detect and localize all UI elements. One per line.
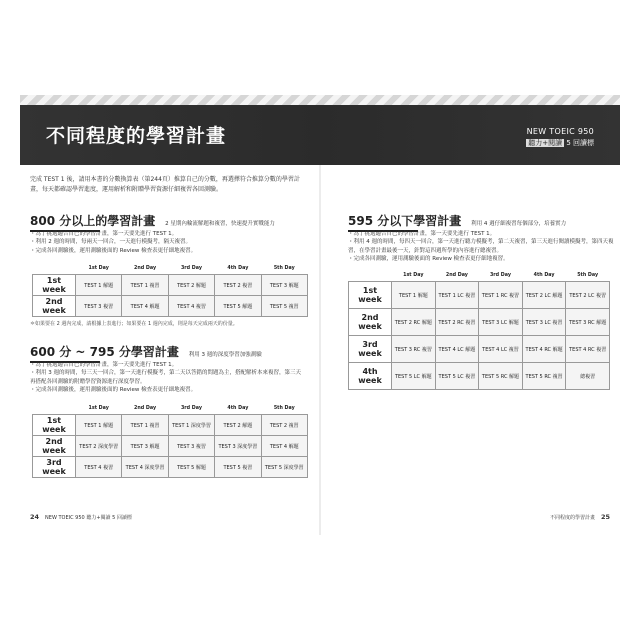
plan-cell: TEST 5 複習 <box>215 457 261 478</box>
plan-cell: TEST 4 LC 複習 <box>479 336 523 363</box>
brand-highlight: 聽力+閱讀 <box>528 139 563 147</box>
plan-cell: TEST 5 LC 複習 <box>435 363 479 390</box>
plan-cell: TEST 1 LC 複習 <box>435 282 479 309</box>
brand-line2 <box>526 138 594 148</box>
plan-cell: TEST 4 RC 解題 <box>522 336 566 363</box>
week-label: 3rd week <box>349 336 392 363</box>
day-header: 5th Day <box>273 266 295 271</box>
section-595-bullets <box>348 230 614 264</box>
bullet-item: ・完成各回測驗後，運用測驗後面的 Review 檢查表更仔細地複習。 <box>30 247 197 254</box>
brand-label <box>526 127 594 148</box>
plan-cell: TEST 5 LC 解題 <box>392 363 436 390</box>
week-label: 1st week <box>349 282 392 309</box>
plan-cell: TEST 2 LC 解題 <box>522 282 566 309</box>
day-header: 2nd Day <box>134 266 157 271</box>
day-header: 3rd Day <box>180 406 202 411</box>
day-header: 4th Day <box>227 406 249 411</box>
plan-cell: TEST 2 解題 <box>168 275 214 296</box>
bullet-item: ・完成各回測驗後，運用測驗後面的 Review 檢查表更仔細地複習。 <box>30 387 197 394</box>
day-header: 5th Day <box>577 273 599 278</box>
day-header: 1st Day <box>403 273 424 278</box>
week-label: 2nd week <box>33 296 76 317</box>
plan-cell: TEST 3 複習 <box>168 436 214 457</box>
page-header-banner <box>20 105 620 165</box>
plan-cell: 總複習 <box>566 363 610 390</box>
plan-cell: TEST 2 複習 <box>215 275 261 296</box>
section-800-note: ＊如果要在 2 週內完成，請根據上表進行；如果要在 1 週內完成，則是每天完成兩天的份量。 <box>30 321 238 327</box>
corner-cell <box>33 403 76 415</box>
plan-cell: TEST 3 深度學習 <box>215 436 261 457</box>
plan-cell: TEST 3 複習 <box>76 296 122 317</box>
week-label: 2nd week <box>33 436 76 457</box>
table-row <box>349 309 610 336</box>
plan-cell: TEST 5 複習 <box>261 296 307 317</box>
section-title-595 <box>348 212 566 229</box>
plan-cell: TEST 2 解題 <box>215 415 261 436</box>
table-row <box>33 436 308 457</box>
section-595-subtitle: 利用 4 週仔細複習每個部分，培養實力 <box>471 221 567 227</box>
bullet-item: 再搭配各回測驗的附贈學習資源進行深度學習。 <box>30 378 146 385</box>
plan-cell: TEST 3 解題 <box>122 436 168 457</box>
plan-cell: TEST 3 RC 複習 <box>392 336 436 363</box>
plan-cell: TEST 4 LC 解題 <box>435 336 479 363</box>
plan-cell: TEST 4 RC 複習 <box>566 336 610 363</box>
bullet-item: ・利用 4 週的時間，每四天一回合，第一天進行聽力模擬考，第二天複習，第三天進行閱讀模擬考，第四天複 <box>348 239 614 246</box>
plan-cell: TEST 3 LC 解題 <box>479 309 523 336</box>
section-title-600 <box>30 343 262 360</box>
plan-cell: TEST 1 解題 <box>392 282 436 309</box>
plan-cell: TEST 5 深度學習 <box>261 457 307 478</box>
bullet-item: 習，在學習計畫最後一天，針對這四週所學的內容進行總複習。 <box>348 247 503 254</box>
week-label: 2nd week <box>349 309 392 336</box>
plan-cell: TEST 4 複習 <box>76 457 122 478</box>
section-600-heading: 600 分 ~ 795 分學習計畫 <box>30 345 179 359</box>
plan-cell: TEST 1 RC 複習 <box>479 282 523 309</box>
bullet-item: ・為了挑選適合自己的學習計畫，第一天要先進行 TEST 1。 <box>348 231 496 237</box>
section-800-subtitle: 2 星期內輪流解題和複習，快速提升實戰能力 <box>165 221 275 227</box>
bullet-item: ・為了挑選適合自己的學習計畫，第一天要先進行 TEST 1。 <box>30 231 178 237</box>
book-spread <box>20 95 620 535</box>
section-595-heading: 595 分以下學習計畫 <box>348 214 462 228</box>
bullet-item: ・利用 3 週的時間，每三天一回合，第一天進行模擬考，第二天以答錯的問題為主，搭配解析本來複習，第三天 <box>30 370 301 377</box>
page-number-left: 24 <box>30 513 40 521</box>
plan-cell: TEST 1 解題 <box>76 415 122 436</box>
brand-rest: 5 回讀標 <box>566 139 594 147</box>
section-600-bullets <box>30 361 301 395</box>
footer-left <box>30 513 132 521</box>
section-800-bullets <box>30 230 196 255</box>
table-row <box>349 336 610 363</box>
page-title: 不同程度的學習計畫 <box>46 125 227 147</box>
bullet-item: ・為了挑選適合自己的學習計畫，第一天要先進行 TEST 1。 <box>30 362 178 368</box>
page-gutter <box>319 165 321 535</box>
plan-cell: TEST 2 RC 複習 <box>435 309 479 336</box>
table-row <box>33 296 308 317</box>
plan-table-800 <box>32 263 308 317</box>
section-600-subtitle: 利用 3 週的深度學習加強測驗 <box>188 352 262 358</box>
table-row <box>33 415 308 436</box>
day-header: 4th Day <box>227 266 249 271</box>
week-label: 1st week <box>33 275 76 296</box>
plan-table-600 <box>32 403 308 478</box>
day-header: 3rd Day <box>489 273 511 278</box>
intro-paragraph: 完成 TEST 1 後，請用本書的分數換算表（第244頁）推算自己的分數，再選擇符合推算分數的學習計畫，每天都確認學習進度，運用解析和附贈學習資源仔細複習各回測驗。 <box>30 176 300 193</box>
footer-right <box>550 513 610 521</box>
table-row <box>33 275 308 296</box>
plan-cell: TEST 3 解題 <box>261 275 307 296</box>
day-header: 2nd Day <box>134 406 157 411</box>
plan-cell: TEST 3 RC 解題 <box>566 309 610 336</box>
table-row <box>349 282 610 309</box>
plan-cell: TEST 1 複習 <box>122 415 168 436</box>
plan-cell: TEST 4 複習 <box>168 296 214 317</box>
plan-cell: TEST 4 解題 <box>122 296 168 317</box>
bullet-item: ・完成各回測驗，運用測驗後面的 Review 檢查表更仔細地複習。 <box>348 256 509 263</box>
plan-cell: TEST 3 LC 複習 <box>522 309 566 336</box>
corner-cell <box>349 270 392 282</box>
section-title-800 <box>30 212 275 229</box>
day-header: 1st Day <box>88 406 109 411</box>
plan-cell: TEST 2 複習 <box>261 415 307 436</box>
brand-line1: NEW TOEIC 950 <box>526 127 594 136</box>
table-row <box>349 363 610 390</box>
week-label: 4th week <box>349 363 392 390</box>
page-number-right: 25 <box>600 513 610 521</box>
footer-left-text: NEW TOEIC 950 聽力+閱讀 5 回讀標 <box>45 515 132 521</box>
day-header: 2nd Day <box>445 273 468 278</box>
plan-cell: TEST 2 深度學習 <box>76 436 122 457</box>
striped-top-border <box>20 95 620 105</box>
plan-cell: TEST 2 LC 複習 <box>566 282 610 309</box>
table-row <box>33 457 308 478</box>
bullet-item: ・利用 2 週的時間，每兩天一回合，一天進行模擬考，隔天複習。 <box>30 239 191 246</box>
plan-cell: TEST 5 解題 <box>215 296 261 317</box>
plan-cell: TEST 4 深度學習 <box>122 457 168 478</box>
plan-cell: TEST 2 RC 解題 <box>392 309 436 336</box>
section-800-heading: 800 分以上的學習計畫 <box>30 214 156 228</box>
plan-cell: TEST 1 深度學習 <box>168 415 214 436</box>
week-label: 1st week <box>33 415 76 436</box>
plan-cell: TEST 5 RC 解題 <box>479 363 523 390</box>
corner-cell <box>33 263 76 275</box>
week-label: 3rd week <box>33 457 76 478</box>
plan-cell: TEST 5 解題 <box>168 457 214 478</box>
plan-cell: TEST 1 解題 <box>76 275 122 296</box>
plan-cell: TEST 4 解題 <box>261 436 307 457</box>
plan-table-595 <box>348 270 610 390</box>
day-header: 5th Day <box>273 406 295 411</box>
day-header: 4th Day <box>533 273 555 278</box>
plan-cell: TEST 1 複習 <box>122 275 168 296</box>
plan-cell: TEST 5 RC 複習 <box>522 363 566 390</box>
day-header: 3rd Day <box>180 266 202 271</box>
day-header: 1st Day <box>88 266 109 271</box>
footer-right-text: 不同程度的學習計畫 <box>549 515 595 521</box>
